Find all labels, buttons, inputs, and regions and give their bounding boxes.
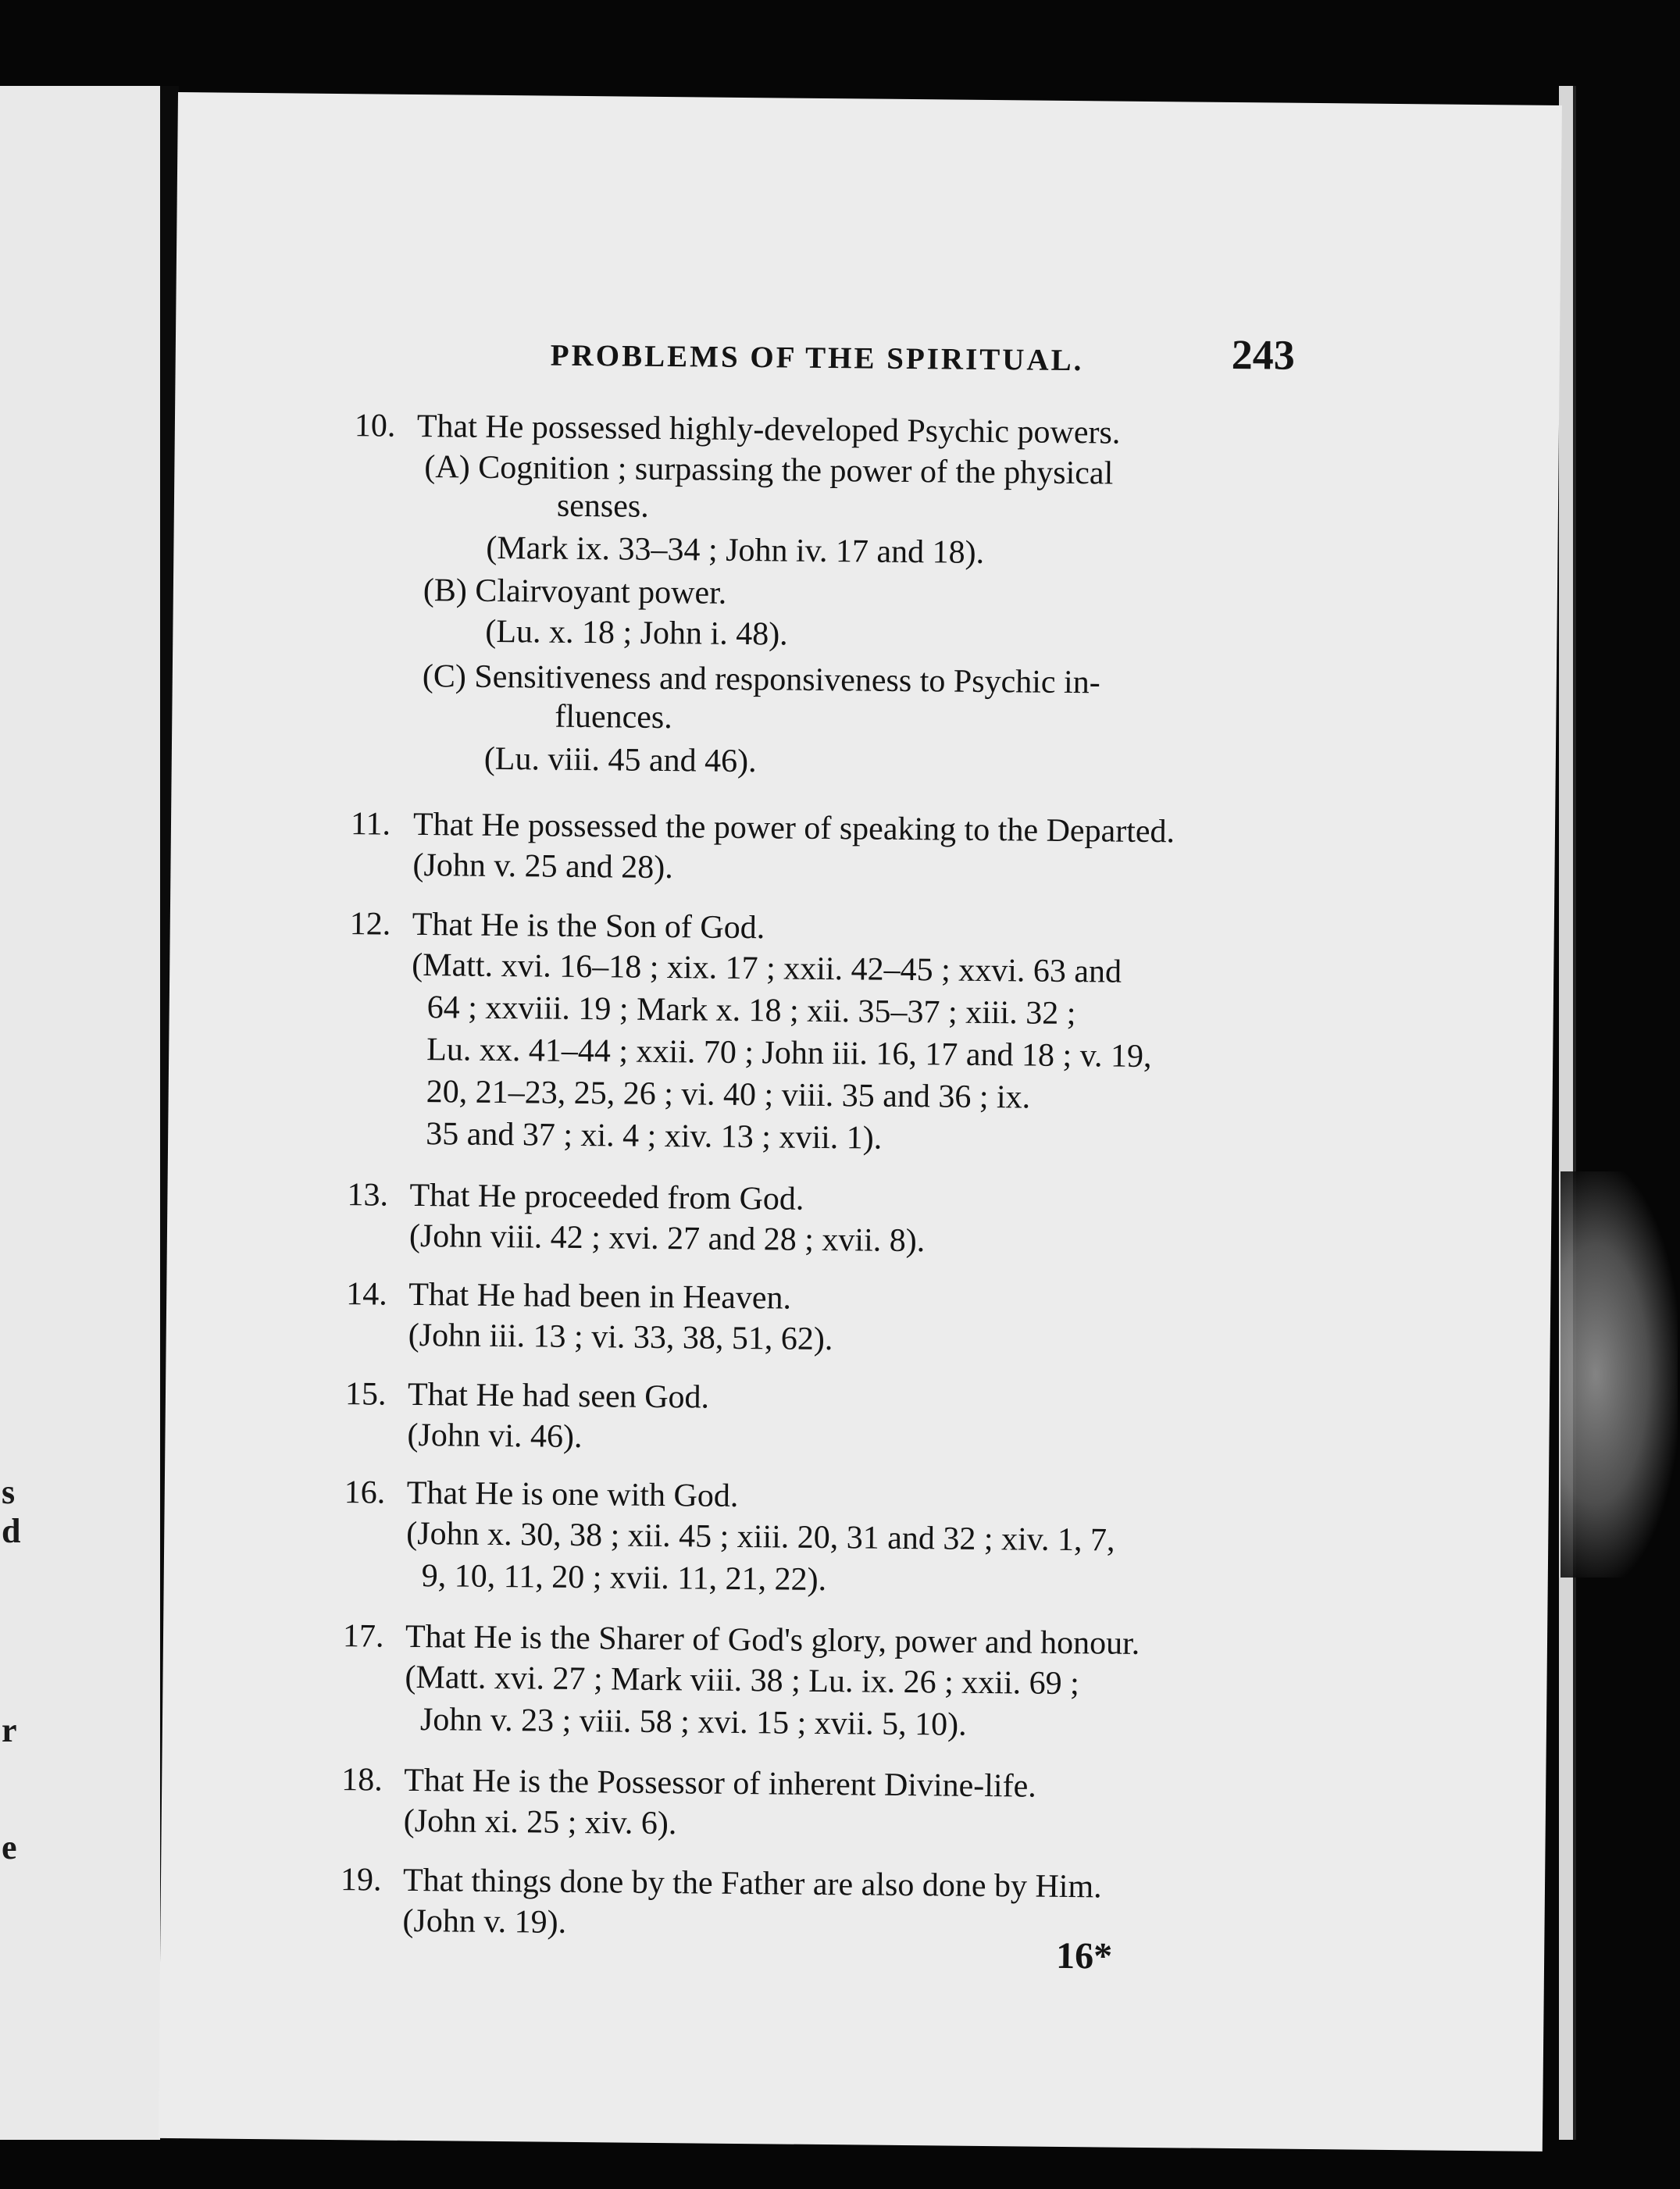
sub-item-letter: (B) bbox=[423, 572, 468, 609]
scripture-reference: (John v. 19). bbox=[402, 1902, 567, 1941]
left-page-fragment: s bbox=[2, 1473, 16, 1511]
item-number: 18. bbox=[341, 1762, 383, 1799]
page-edge bbox=[1559, 86, 1576, 2140]
sub-item-letter: (C) bbox=[422, 658, 467, 695]
scripture-reference: (John x. 30, 38 ; xii. 45 ; xiii. 20, 31 and 32 ; xiv. 1, 7, bbox=[406, 1515, 1115, 1559]
item-number: 10. bbox=[354, 408, 396, 444]
list-item bbox=[344, 1473, 739, 1516]
scripture-reference: (Matt. xvi. 16–18 ; xix. 17 ; xxii. 42–45 ; xxvi. 63 and bbox=[412, 947, 1122, 990]
item-text: That He is the Sharer of God's glory, power and honour. bbox=[405, 1618, 1140, 1662]
sub-item bbox=[423, 657, 1100, 702]
list-item bbox=[355, 406, 1121, 452]
item-text: That He possessed highly-developed Psychic powers. bbox=[416, 408, 1121, 451]
book-page bbox=[159, 92, 1562, 2152]
item-text: That things done by the Father are also done by Him. bbox=[402, 1862, 1102, 1906]
item-number: 19. bbox=[340, 1862, 382, 1898]
left-page-fragment: d bbox=[2, 1512, 21, 1550]
torn-page-edge bbox=[1561, 1171, 1678, 1578]
scripture-reference: 64 ; xxviii. 19 ; Mark x. 18 ; xii. 35–37 ; xiii. 32 ; bbox=[426, 989, 1076, 1032]
list-item bbox=[347, 1175, 804, 1219]
scripture-reference: (Mark ix. 33–34 ; John iv. 17 and 18). bbox=[486, 529, 985, 571]
scripture-reference: 20, 21–23, 25, 26 ; vi. 40 ; viii. 35 and 36 ; ix. bbox=[426, 1074, 1031, 1116]
scripture-reference: (Matt. xvi. 27 ; Mark viii. 38 ; Lu. ix. 26 ; xxii. 69 ; bbox=[405, 1659, 1080, 1702]
item-text: That He is one with God. bbox=[406, 1474, 739, 1514]
scripture-reference: 9, 10, 11, 20 ; xvii. 11, 21, 22). bbox=[421, 1558, 827, 1599]
scripture-reference: (John v. 25 and 28). bbox=[412, 847, 673, 886]
scripture-reference: 35 and 37 ; xi. 4 ; xiv. 13 ; xvii. 1). bbox=[425, 1116, 883, 1157]
scripture-reference: John v. 23 ; viii. 58 ; xvi. 15 ; xvii. 5, 10). bbox=[419, 1702, 967, 1743]
sub-item bbox=[423, 571, 727, 613]
sub-item-text: Cognition ; surpassing the power of the physical bbox=[477, 449, 1114, 492]
item-text: That He had seen God. bbox=[407, 1376, 710, 1416]
item-text: That He had been in Heaven. bbox=[408, 1276, 792, 1317]
scripture-reference: (John viii. 42 ; xvi. 27 and 28 ; xvii. 8). bbox=[408, 1217, 926, 1260]
sub-item-text: Clairvoyant power. bbox=[475, 572, 727, 611]
list-item bbox=[351, 804, 1175, 851]
list-item bbox=[350, 904, 765, 947]
item-number: 16. bbox=[344, 1474, 386, 1511]
list-item bbox=[341, 1760, 1036, 1806]
scripture-reference: (John vi. 46). bbox=[407, 1417, 583, 1456]
item-text: That He proceeded from God. bbox=[409, 1177, 804, 1217]
list-item bbox=[343, 1617, 1140, 1663]
item-number: 15. bbox=[344, 1376, 387, 1413]
scripture-reference: (John xi. 25 ; xiv. 6). bbox=[403, 1802, 677, 1842]
page-body bbox=[175, 405, 1559, 1941]
scripture-reference: (Lu. viii. 45 and 46). bbox=[483, 740, 757, 780]
sub-item-letter: (A) bbox=[424, 449, 470, 486]
list-item bbox=[341, 1860, 1102, 1906]
scripture-reference: (John iii. 13 ; vi. 33, 38, 51, 62). bbox=[408, 1317, 833, 1358]
sub-item-continuation: senses. bbox=[556, 487, 649, 525]
item-number: 14. bbox=[346, 1276, 387, 1313]
item-number: 11. bbox=[350, 806, 391, 843]
item-number: 12. bbox=[349, 906, 391, 943]
page-number: 243 bbox=[1231, 330, 1296, 379]
item-number: 13. bbox=[347, 1177, 389, 1214]
running-title: PROBLEMS OF THE SPIRITUAL. bbox=[550, 338, 1084, 378]
scripture-reference: (Lu. x. 18 ; John i. 48). bbox=[485, 613, 788, 653]
list-item bbox=[345, 1374, 710, 1417]
list-item bbox=[346, 1275, 791, 1317]
scripture-reference: Lu. xx. 41–44 ; xxii. 70 ; John iii. 16, 17 and 18 ; v. 19, bbox=[426, 1032, 1152, 1075]
sub-item-text: Sensitiveness and responsiveness to Psychic in- bbox=[474, 658, 1100, 701]
item-text: That He possessed the power of speaking to the Departed. bbox=[412, 806, 1175, 850]
item-text: That He is the Possessor of inherent Divine-life. bbox=[404, 1762, 1036, 1805]
left-page-fragment: r bbox=[2, 1711, 17, 1749]
left-page-fragment: e bbox=[2, 1828, 17, 1866]
sub-item bbox=[424, 447, 1113, 493]
item-number: 17. bbox=[342, 1618, 384, 1655]
item-text: That He is the Son of God. bbox=[412, 906, 765, 947]
signature-mark: 16* bbox=[1055, 1934, 1113, 1977]
left-page-edge bbox=[0, 86, 165, 2140]
sub-item-continuation: fluences. bbox=[555, 698, 672, 736]
